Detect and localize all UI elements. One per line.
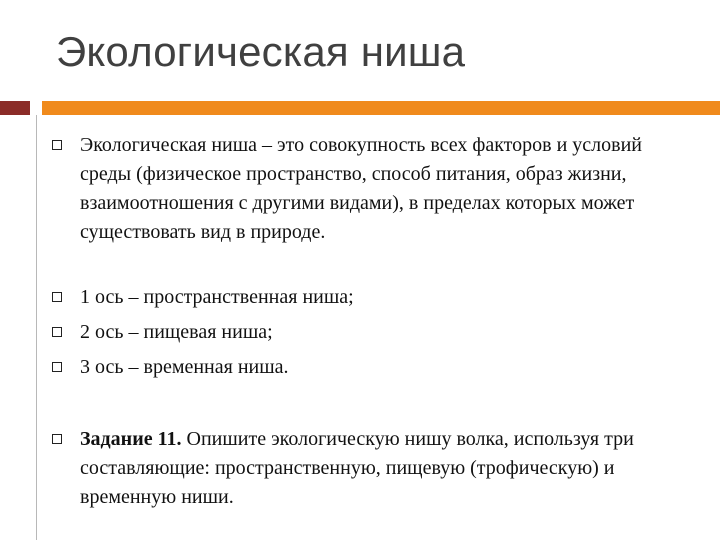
list-item-axis-2 [52,318,672,347]
list-item-text: 3 ось – временная ниша. [80,356,289,378]
hollow-square-bullet-icon [52,140,62,150]
list-item-text [80,425,672,512]
list-item-axis-3 [52,353,672,382]
task-text: Опишите экологическую нишу волка, используя три составляющие: пространственную, пищевую (трофическую) и временную ниши. [80,428,634,508]
list-item-text: Экологическая ниша – это совокупность всех факторов и условий среды (физическое пространство, способ питания, образ жизни, взаимоотношения с другими видами), в пределах которых может существовать вид в природе. [80,134,643,243]
list-item-task [52,425,672,512]
list-item-text: 2 ось – пищевая ниша; [80,321,273,343]
hollow-square-bullet-icon [52,292,62,302]
list-item-definition [52,131,672,247]
hollow-square-bullet-icon [52,362,62,372]
task-label: Задание 11. [80,428,182,450]
hollow-square-bullet-icon [52,327,62,337]
list-item-text: 1 ось – пространственная ниша; [80,286,354,308]
hollow-square-bullet-icon [52,434,62,444]
list-item-axis-1 [52,283,672,312]
slide-title: Экологическая ниша [56,28,466,75]
